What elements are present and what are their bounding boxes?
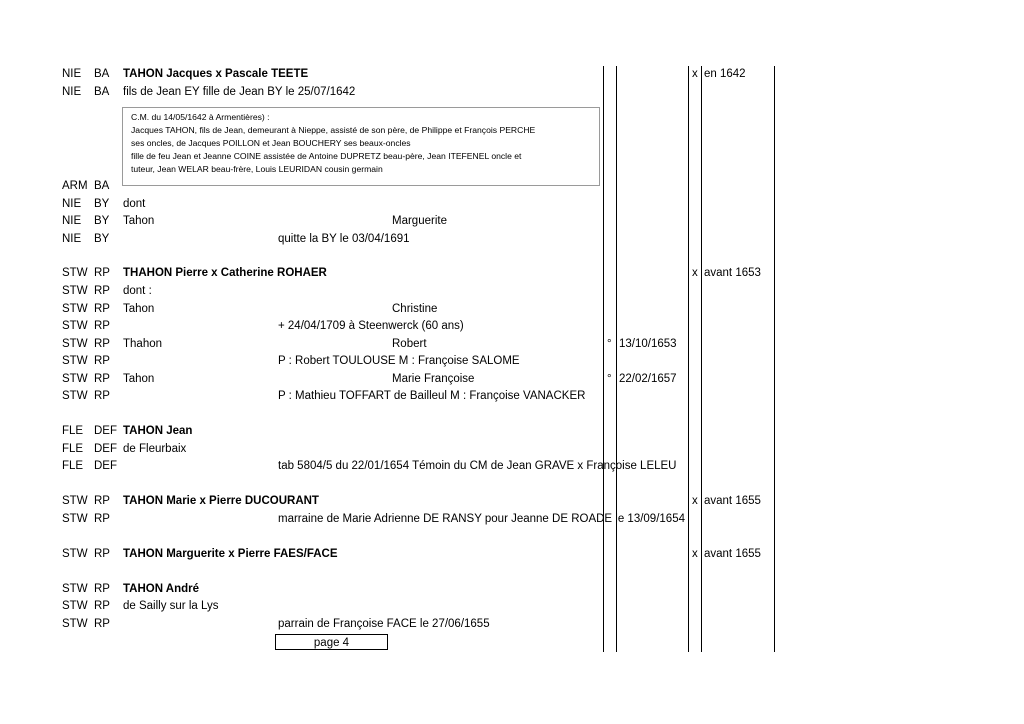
note-line: fille de feu Jean et Jeanne COINE assistée de Antoine DUPRETZ beau-père, Jean ITEFENEL oncle et [131,151,522,161]
cell-c2: BY [94,198,110,210]
cell-c4: marraine de Marie Adrienne DE RANSY pour Jeanne DE ROADE le 13/09/1654 [278,513,685,525]
table-row [0,546,1024,563]
cell-c2: DEF [94,460,117,472]
cell-c2: RP [94,373,110,385]
cell-c2: RP [94,267,110,279]
cell-c2: RP [94,390,110,402]
cell-c4: P : Robert TOULOUSE M : Françoise SALOME [278,355,520,367]
cell-c3: Thahon [123,338,163,350]
cell-c2: BY [94,233,110,245]
table-row [0,213,1024,230]
page-number: page 4 [275,634,388,650]
cell-c3: TAHON Marie x Pierre DUCOURANT [123,495,319,507]
cell-c1: NIE [62,68,82,80]
cell-xm: x [692,495,698,507]
table-row [0,301,1024,318]
cell-datebirth: 22/02/1657 [619,373,677,385]
table-row [0,511,1024,528]
cell-c5: Marguerite [392,215,447,227]
cell-c1: STW [62,583,88,595]
table-row [0,616,1024,633]
cell-c1: NIE [62,86,82,98]
cell-c1: ARM [62,180,88,192]
cell-c3: TAHON Jacques x Pascale TEETE [123,68,309,80]
table-row [0,598,1024,615]
note-line: tuteur, Jean WELAR beau-frère, Louis LEURIDAN cousin germain [131,164,383,174]
table-row [0,581,1024,598]
cell-c4: + 24/04/1709 à Steenwerck (60 ans) [278,320,464,332]
cell-c2: RP [94,548,110,560]
cell-deg: ° [607,338,612,350]
table-row [0,66,1024,83]
cell-c2: RP [94,320,110,332]
cell-c2: RP [94,355,110,367]
cell-c1: STW [62,267,88,279]
cell-c3: Tahon [123,215,155,227]
cell-datem: avant 1655 [704,495,761,507]
table-row [0,318,1024,335]
cell-c1: FLE [62,460,84,472]
table-row [0,371,1024,388]
table-row [0,493,1024,510]
cell-c1: FLE [62,425,84,437]
cell-c1: STW [62,548,88,560]
cell-c3: TAHON Marguerite x Pierre FAES/FACE [123,548,338,560]
cell-c2: BA [94,180,110,192]
cell-c2: RP [94,303,110,315]
cell-c5: Christine [392,303,438,315]
cell-c2: RP [94,600,110,612]
cell-c4: quitte la BY le 03/04/1691 [278,233,410,245]
table-row [0,84,1024,101]
marriage-contract-note [122,107,600,186]
cell-c2: BA [94,86,110,98]
cell-xm: x [692,267,698,279]
cell-c3: Tahon [123,303,155,315]
cell-c3: dont [123,198,146,210]
cell-c3: Tahon [123,373,155,385]
table-row [0,353,1024,370]
cell-c1: STW [62,320,88,332]
table-row [0,196,1024,213]
cell-datem: avant 1653 [704,267,761,279]
cell-c3: THAHON Pierre x Catherine ROHAER [123,267,327,279]
cell-c2: RP [94,618,110,630]
cell-deg: ° [607,373,612,385]
cell-c2: RP [94,495,110,507]
cell-c1: STW [62,303,88,315]
cell-c3: TAHON André [123,583,200,595]
cell-c2: DEF [94,425,117,437]
note-line: C.M. du 14/05/1642 à Armentières) : [131,112,270,122]
table-row [0,458,1024,475]
cell-c1: STW [62,373,88,385]
cell-c3: TAHON Jean [123,425,193,437]
table-row [0,265,1024,282]
cell-xm: x [692,548,698,560]
cell-c4: P : Mathieu TOFFART de Bailleul M : Françoise VANACKER [278,390,586,402]
cell-c4: tab 5804/5 du 22/01/1654 Témoin du CM de Jean GRAVE x Françoise LELEU [278,460,677,472]
cell-c1: STW [62,338,88,350]
cell-c2: BA [94,68,110,80]
cell-c3: de Sailly sur la Lys [123,600,219,612]
cell-c2: RP [94,285,110,297]
cell-c2: RP [94,583,110,595]
table-row [0,231,1024,248]
cell-c1: STW [62,495,88,507]
cell-c4: parrain de Françoise FACE le 27/06/1655 [278,618,490,630]
cell-c1: STW [62,390,88,402]
cell-c1: FLE [62,443,84,455]
cell-c3: dont : [123,285,152,297]
cell-c2: RP [94,513,110,525]
cell-xm: x [692,68,698,80]
cell-c3: fils de Jean EY fille de Jean BY le 25/07/1642 [123,86,356,98]
cell-c1: NIE [62,215,82,227]
cell-c5: Marie Françoise [392,373,475,385]
cell-datebirth: 13/10/1653 [619,338,677,350]
cell-c3: de Fleurbaix [123,443,187,455]
cell-c1: STW [62,513,88,525]
cell-datem: en 1642 [704,68,746,80]
cell-c1: NIE [62,233,82,245]
note-line: Jacques TAHON, fils de Jean, demeurant à Nieppe, assisté de son père, de Philippe et François PERCHE [131,125,536,135]
cell-c1: NIE [62,198,82,210]
table-row [0,388,1024,405]
cell-c2: RP [94,338,110,350]
cell-c1: STW [62,355,88,367]
note-line: ses oncles, de Jacques POILLON et Jean BOUCHERY ses beaux-oncles [131,138,411,148]
cell-c1: STW [62,600,88,612]
table-row [0,423,1024,440]
table-row [0,441,1024,458]
table-row [0,336,1024,353]
cell-datem: avant 1655 [704,548,761,560]
cell-c2: BY [94,215,110,227]
table-row [0,283,1024,300]
cell-c5: Robert [392,338,427,350]
cell-c1: STW [62,618,88,630]
cell-c1: STW [62,285,88,297]
cell-c2: DEF [94,443,117,455]
